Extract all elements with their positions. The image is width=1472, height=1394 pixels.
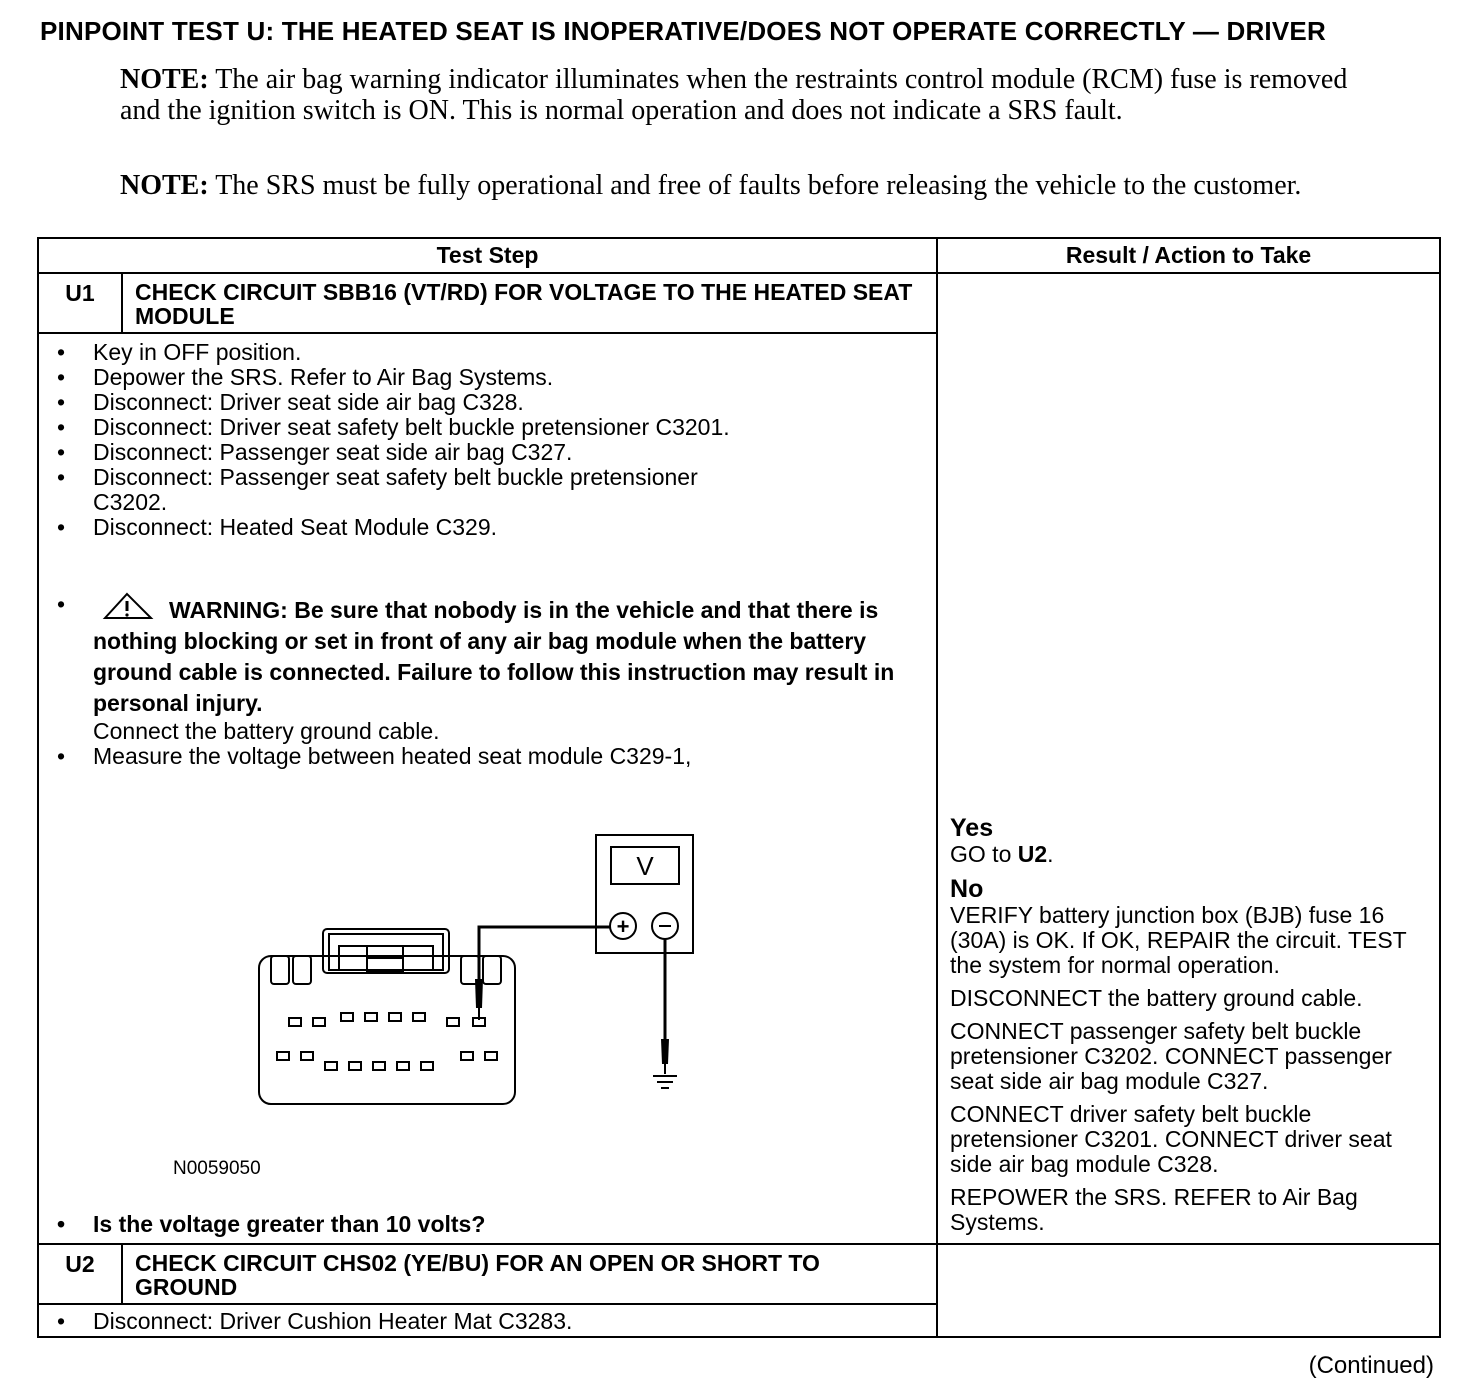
- step-u1-body: [38, 333, 937, 1244]
- list-item: • Depower the SRS. Refer to Air Bag Systems.: [55, 365, 924, 390]
- step-u2-result: [937, 1244, 1440, 1337]
- list-item: • Disconnect: Passenger seat safety belt buckle pretensioner C3202.: [55, 465, 773, 515]
- step-list: [55, 1309, 924, 1334]
- page-title: PINPOINT TEST U: THE HEATED SEAT IS INOPERATIVE/DOES NOT OPERATE CORRECTLY — DRIVER: [40, 16, 1326, 46]
- note-srs-operational: [120, 170, 1350, 201]
- test-leads: [479, 927, 665, 1039]
- voltmeter-readout: V: [636, 851, 654, 881]
- step-u1-title-row: [38, 273, 1440, 333]
- warning-list: [55, 592, 924, 769]
- result-no-paragraph: CONNECT passenger safety belt buckle pretensioner C3202. CONNECT passenger seat side air bag module C327.: [950, 1018, 1392, 1094]
- list-item: • Measure the voltage between heated seat module C329-1,: [55, 744, 924, 769]
- step-title: CHECK CIRCUIT CHS02 (YE/BU) FOR AN OPEN OR SHORT TO GROUND: [122, 1244, 937, 1304]
- list-item-warning: [55, 592, 924, 744]
- table-header-row: [38, 238, 1440, 273]
- step-id: U2: [38, 1244, 122, 1304]
- step-u2-body: [38, 1304, 937, 1337]
- step-u2-title-row: [38, 1244, 1440, 1304]
- list-item: • Disconnect: Driver seat side air bag C328.: [55, 390, 924, 415]
- note-text: The air bag warning indicator illuminates when the restraints control module (RCM) fuse is removed and the ignition switch is ON. This is normal operation and does not indicate a SRS fault.: [120, 64, 1348, 126]
- question-list: [55, 1212, 835, 1237]
- result-yes-label: Yes: [950, 814, 994, 842]
- list-item: • Disconnect: Driver seat safety belt buckle pretensioner C3201.: [55, 415, 924, 440]
- voltmeter-diagram: [249, 834, 729, 1144]
- list-item-question: • Is the voltage greater than 10 volts?: [55, 1212, 835, 1237]
- header-test-step: Test Step: [38, 238, 937, 273]
- probe-negative: [661, 1039, 669, 1074]
- warning-text: [93, 592, 924, 719]
- yes-action: GO to: [950, 841, 1012, 867]
- ground-symbol: [653, 1076, 677, 1088]
- result-no-paragraph: DISCONNECT the battery ground cable.: [950, 985, 1363, 1011]
- list-item: • Disconnect: Passenger seat side air bag C327.: [55, 440, 924, 465]
- step-u1-result: [937, 273, 1440, 1244]
- note-label: NOTE:: [120, 170, 209, 201]
- heated-seat-module-connector: [259, 929, 515, 1104]
- warning-followup: Connect the battery ground cable.: [93, 718, 440, 744]
- list-item: • Disconnect: Driver Cushion Heater Mat C3283.: [55, 1309, 924, 1334]
- step-id: U1: [38, 273, 122, 333]
- continued-label: (Continued): [1308, 1352, 1434, 1379]
- result-no-paragraph: VERIFY battery junction box (BJB) fuse 16 (30A) is OK. If OK, REPAIR the circuit. TEST the system for normal operation.: [950, 902, 1407, 978]
- figure-id: N0059050: [173, 1158, 261, 1179]
- positive-terminal: +: [616, 914, 630, 939]
- header-result: Result / Action to Take: [937, 238, 1440, 273]
- pinpoint-test-table: [37, 237, 1441, 1338]
- warning-triangle-icon: [99, 592, 157, 620]
- yes-target: U2: [1017, 841, 1048, 867]
- step-list: [55, 340, 924, 540]
- warning-body: WARNING: Be sure that nobody is in the vehicle and that there is nothing blocking or set in front of any air bag module when the battery ground cable is connected. Failure to follow this instruction may result in personal injury.: [93, 597, 895, 716]
- note-rcm-fuse: [120, 64, 1350, 126]
- step-title: CHECK CIRCUIT SBB16 (VT/RD) FOR VOLTAGE TO THE HEATED SEAT MODULE: [122, 273, 937, 333]
- result-no-paragraph: CONNECT driver safety belt buckle pretensioner C3201. CONNECT driver seat side air bag module C328.: [950, 1101, 1392, 1177]
- result-no-label: No: [950, 875, 984, 903]
- note-label: NOTE:: [120, 64, 209, 95]
- list-item: • Disconnect: Heated Seat Module C329.: [55, 515, 924, 540]
- note-text: The SRS must be fully operational and free of faults before releasing the vehicle to the customer.: [215, 170, 1302, 201]
- probe-positive: [475, 979, 483, 1020]
- result-no-paragraph: REPOWER the SRS. REFER to Air Bag Systems.: [950, 1184, 1358, 1235]
- result-yes-text: GO to U2.: [950, 841, 1054, 867]
- list-item: • Key in OFF position.: [55, 340, 924, 365]
